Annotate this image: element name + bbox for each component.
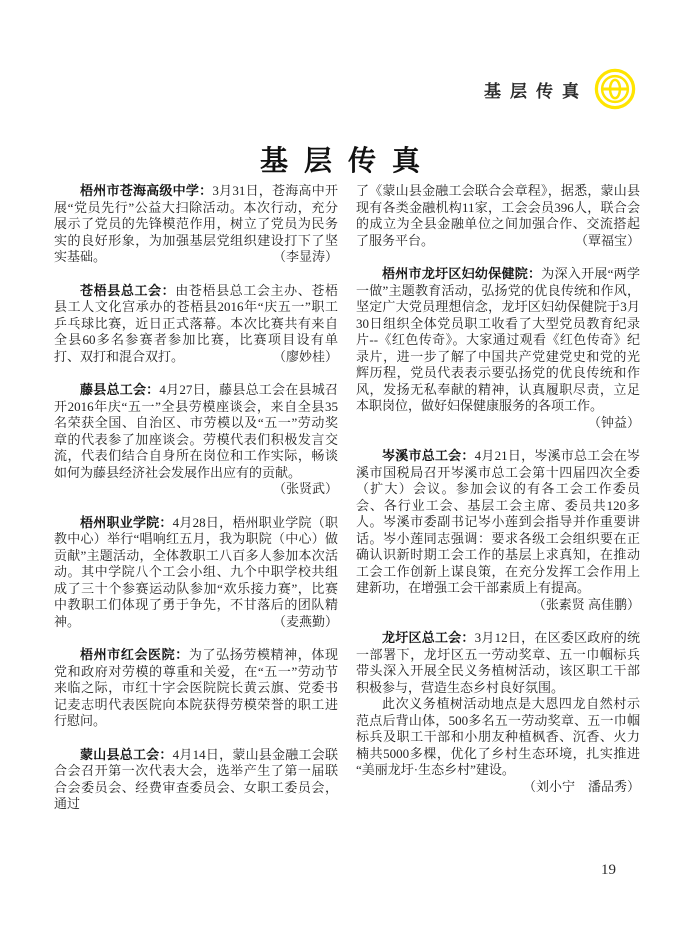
section-label: 基层传真 <box>484 81 588 101</box>
news-body: 由苍梧县总工会主办、苍梧县工人文化宫承办的苍梧县2016年“庆五一”职工乒乓球比赛，近日正式落幕。本次比赛共有来自全县60多名参赛者参加比赛，比赛项目设有单打、双打和混合双打。 <box>54 282 338 364</box>
org-name-lead: 蒙山县总工会： <box>80 746 173 762</box>
news-body: 4月28日，梧州职业学院（职教中心）举行“唱响红五月，我为职院（中心）做贡献”主题活动，全体教职工八百多人参加本次活动。其中学院八个工会小组、九个中职学校共组成了三十个参赛运动队参加“欢乐接力赛”，比赛中教职工们体现了勇于争先，不甘落后的团队精神。 <box>54 514 338 629</box>
news-item <box>356 630 640 696</box>
page-number: 19 <box>601 862 616 878</box>
news-item-continuation <box>356 696 640 795</box>
news-body: 4月14日，蒙山县金融工会联合会召开第一次代表大会，选举产生了第一届联合会委员会、经费审查委员会、女职工委员会，通过 <box>54 746 338 811</box>
news-body: 为深入开展“两学一做”主题教育活动，弘扬党的优良传统和作风，坚定广大党员理想信念，龙圩区妇幼保健院于3月30日组织全体党员职工收看了大型党员教育纪录片--《红色传奇》。大家通过观看《红色传奇》纪录片，进一步了解了中国共产党建党史和党的光辉历程，党员代表表示要弘扬党的优良传统和作风，发扬无私奉献的精神，认真履职尽责，立足本职岗位，做好妇保健康服务的各项工作。 <box>356 266 640 413</box>
org-name-lead: 岑溪市总工会： <box>382 448 475 463</box>
org-name-lead: 梧州市龙圩区妇幼保健院： <box>382 266 542 281</box>
news-body: 4月21日，岑溪市总工会在岑溪市国税局召开岑溪市总工会第十四届四次全委（扩大）会议。参加会议的有各工会工作委员会、各行业工会、基层工会主席、委员共120多人。岑溪市委副书记岑小莲到会指导并作重要讲话。岑小莲同志强调：要求各级工会组织要在正确认识新时期工会工作的基层上求真知，在推动工会工作创新上谋良策，在充分发挥工会作用上建新功，在增强工会干部素质上有提高。 <box>356 448 640 595</box>
org-name-lead: 梧州市苍海高级中学： <box>80 183 213 198</box>
trade-union-emblem-icon <box>594 68 636 110</box>
news-item <box>54 283 338 366</box>
news-body: 了《蒙山县金融工会联合会章程》，据悉，蒙山县现有各类金融机构11家，工会会员396人，联合会的成立为全县金融单位之间加强合作、交流搭起了服务平台。 <box>356 183 640 248</box>
news-item <box>54 382 338 498</box>
news-item-continuation <box>356 183 640 249</box>
org-name-lead: 苍梧县总工会： <box>80 282 176 298</box>
byline: （麦燕勤） <box>272 613 338 629</box>
news-body: 4月27日，藤县总工会在县城召开2016年庆“五一”全县劳模座谈会，来自全县35名荣获全国、自治区、市劳模以及“五一”劳动奖章的代表参了加座谈会。劳模代表们积极发言交流，代表们结合自身所在岗位和工作实际，畅谈如何为藤县经济社会发展作出应有的贡献。 <box>54 382 338 480</box>
byline: （李显涛） <box>272 249 338 264</box>
org-name-lead: 梧州职业学院： <box>80 514 173 530</box>
byline: （廖妙桂） <box>272 348 338 364</box>
org-name-lead: 龙圩区总工会： <box>382 630 475 645</box>
right-column <box>356 183 640 813</box>
byline: （刘小宁 潘品秀） <box>522 778 640 794</box>
news-body: 3月31日，苍海高中开展“党员先行”公益大扫除活动。本次行动，充分展示了党员的先锋模范作用，树立了党员为民务实的良好形象，为加强基层党组织建设打下了坚实基础。 <box>54 183 338 264</box>
news-body: 为了弘扬劳模精神，体现党和政府对劳模的尊重和关爱，在“五一”劳动节来临之际，市红十字会医院院长黄云旗、党委书记麦志明代表医院向本院获得劳模荣誉的职工进行慰问。 <box>54 647 338 728</box>
byline: （钟益） <box>587 414 640 430</box>
byline: （张贤武） <box>272 481 338 496</box>
org-name-lead: 藤县总工会： <box>80 382 160 397</box>
byline: （张素贤 高佳鹏） <box>532 596 640 612</box>
news-body: 3月12日，在区委区政府的统一部署下，龙圩区五一劳动奖章、五一巾帼标兵带头深入开展全民义务植树活动，该区职工干部积极参与，营造生态乡村良好氛围。 <box>356 630 640 695</box>
running-head <box>484 68 636 110</box>
org-name-lead: 梧州市红会医院： <box>80 647 189 662</box>
news-body: 此次义务植树活动地点是大恩四龙自然村示范点后背山体，500多名五一劳动奖章、五一巾帼标兵及职工干部和小朋友种植枫香、沉香、火力楠共5000多棵，优化了乡村生态环境，扎实推进“美丽龙圩·生态乡村”建设。 <box>356 696 640 777</box>
news-item <box>356 448 640 613</box>
news-item <box>356 266 640 431</box>
article-columns <box>54 183 640 813</box>
left-column <box>54 183 338 813</box>
byline: （覃福宝） <box>574 232 640 248</box>
news-item <box>54 515 338 631</box>
news-item <box>54 747 338 813</box>
news-item <box>54 647 338 730</box>
page-title: 基层传真 <box>259 145 436 177</box>
news-item <box>54 183 338 266</box>
